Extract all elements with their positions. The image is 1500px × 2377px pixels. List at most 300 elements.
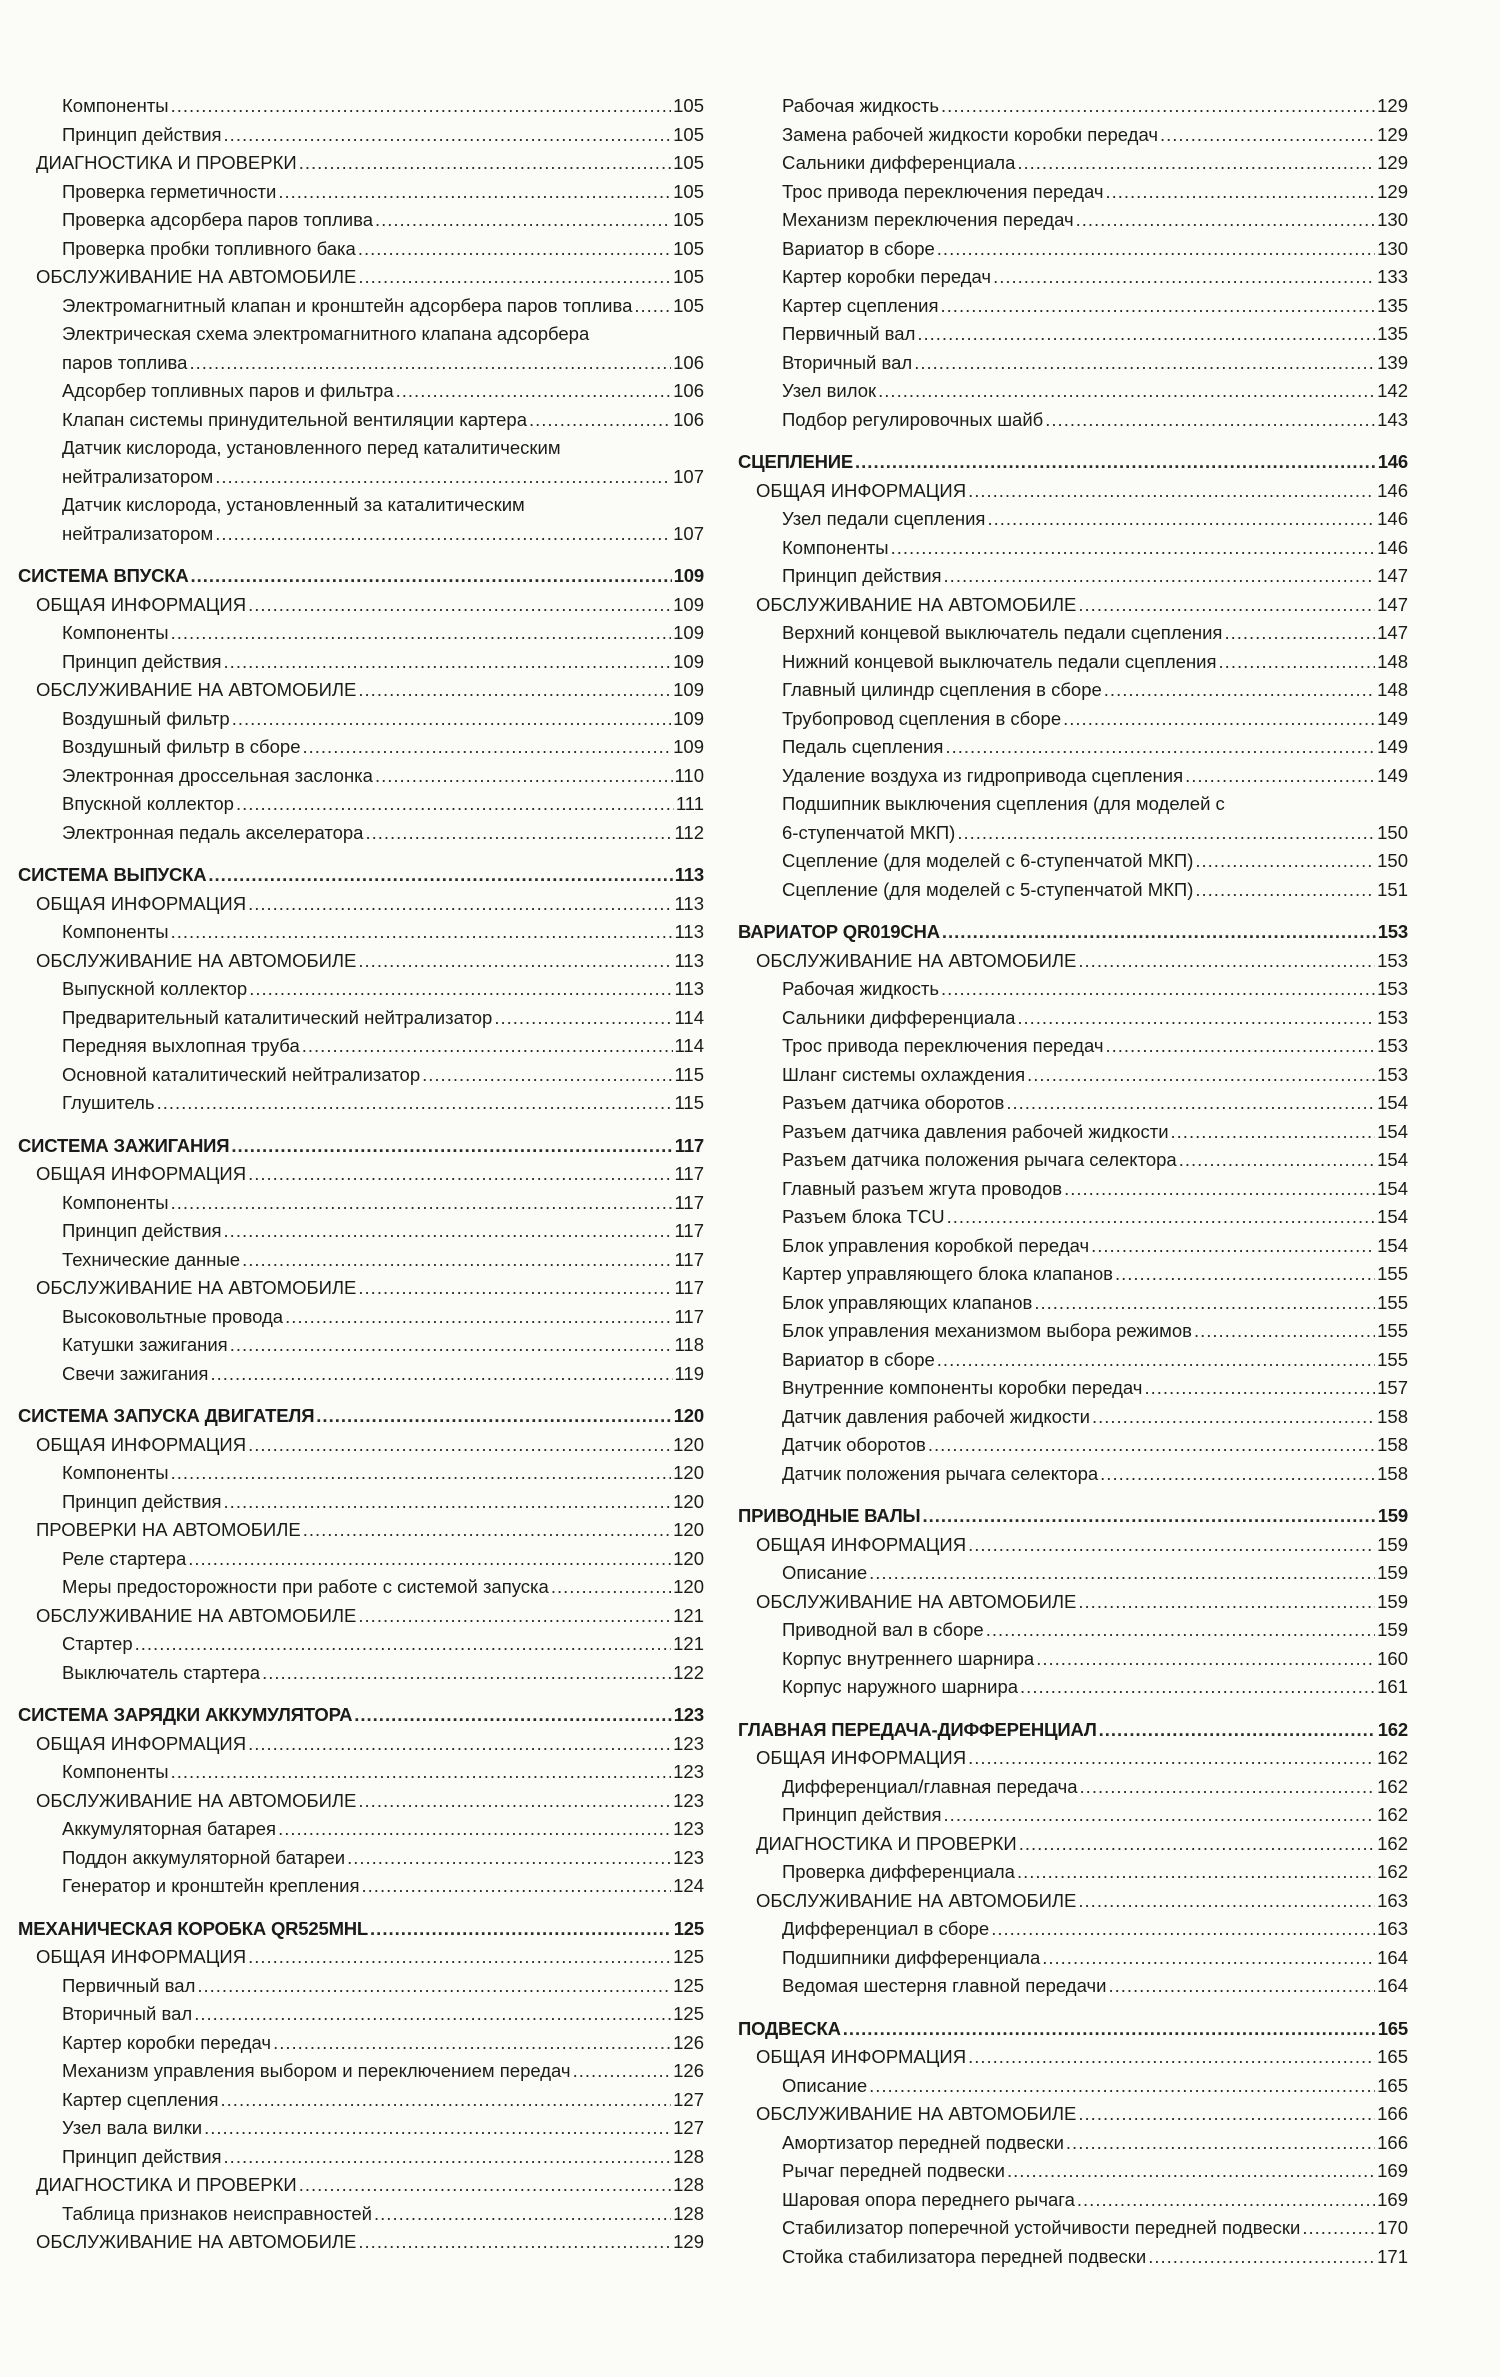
toc-entry-text: Подбор регулировочных шайб (782, 408, 1044, 430)
toc-entry (738, 1118, 1408, 1147)
toc-entry (738, 2243, 1408, 2272)
toc-entry (18, 406, 704, 435)
dot-leader (375, 206, 671, 235)
toc-page-number: 135 (1377, 323, 1408, 344)
dot-leader (1045, 406, 1375, 435)
dot-leader (957, 819, 1375, 848)
toc-entry (18, 1545, 704, 1574)
toc-page-number: 133 (1377, 266, 1408, 287)
toc-entry-text: Проверка пробки топливного бака (62, 237, 356, 259)
toc-subsection (738, 591, 1408, 620)
dot-leader (942, 918, 1376, 947)
toc-entry-text: Вторичный вал (782, 351, 913, 373)
toc-entry-text: Картер коробки передач (782, 266, 992, 287)
toc-page-number: 159 (1377, 1619, 1408, 1640)
toc-page-number: 106 (673, 351, 704, 373)
toc-entry-text: Адсорбер топливных паров и фильтра (62, 380, 394, 401)
toc-entry (18, 2057, 704, 2086)
toc-page-number: 120 (673, 1405, 704, 1426)
toc-entry (18, 1004, 704, 1033)
toc-entry (18, 1331, 704, 1360)
toc-page-number: 129 (673, 2231, 704, 2252)
dot-leader (215, 520, 671, 549)
toc-page-number: 149 (1377, 736, 1408, 757)
dot-leader (1185, 762, 1375, 791)
dot-leader (968, 1531, 1375, 1560)
toc-subsection (18, 890, 704, 919)
toc-page-number: 126 (673, 2031, 704, 2053)
dot-leader (316, 1402, 671, 1431)
toc-subsection (18, 2228, 704, 2257)
toc-subsection (738, 1830, 1408, 1859)
toc-entry (18, 1360, 704, 1389)
toc-entry-text: Датчик кислорода, установленного перед каталитическим (62, 437, 561, 458)
toc-page-number: 115 (674, 1092, 704, 1113)
toc-entry-text: Трубопровод сцепления в сборе (782, 707, 1062, 729)
toc-entry-text: Проверка адсорбера паров топлива (62, 209, 373, 230)
toc-entry-text: ОБСЛУЖИВАНИЕ НА АВТОМОБИЛЕ (756, 949, 1077, 971)
toc-entry-text: ДИАГНОСТИКА И ПРОВЕРКИ (36, 152, 297, 173)
toc-page-number: 155 (1377, 1263, 1408, 1284)
dot-leader (1078, 1588, 1375, 1617)
dot-leader (968, 477, 1375, 506)
toc-entry (18, 1061, 704, 1090)
toc-page-number: 112 (674, 821, 704, 843)
toc-page-number: 129 (1377, 95, 1408, 116)
toc-column-left (18, 92, 704, 2257)
toc-entry (738, 1175, 1408, 1204)
dot-leader (242, 1246, 672, 1275)
toc-entry-text: Генератор и кронштейн крепления (62, 1875, 360, 1896)
toc-subsection (18, 1431, 704, 1460)
toc-entry-text: Компоненты (62, 921, 169, 942)
dot-leader (1219, 648, 1376, 677)
toc-page-number: 125 (673, 1917, 704, 1939)
toc-entry (18, 918, 704, 947)
toc-entry-text: ОБСЛУЖИВАНИЕ НА АВТОМОБИЛЕ (756, 1889, 1077, 1911)
dot-leader (855, 448, 1376, 477)
toc-page-number: 151 (1377, 878, 1408, 900)
dot-leader (1027, 1061, 1375, 1090)
dot-leader (358, 263, 671, 292)
toc-entry-text: Амортизатор передней подвески (782, 2131, 1064, 2153)
toc-entry (738, 648, 1408, 677)
dot-leader (375, 762, 673, 791)
dot-leader (1195, 876, 1375, 905)
toc-entry (18, 648, 704, 677)
toc-page-number: 123 (673, 1846, 704, 1868)
toc-page-number: 154 (1377, 1092, 1408, 1113)
toc-entry (18, 235, 704, 264)
toc-entry-text: Датчик давления рабочей жидкости (782, 1405, 1090, 1427)
toc-entry-text: Компоненты (62, 1462, 169, 1483)
toc-page-number: 154 (1377, 1149, 1408, 1170)
dot-leader (1063, 705, 1375, 734)
dot-leader (1080, 1773, 1376, 1802)
toc-page-number: 105 (673, 180, 704, 202)
toc-entry-text: СЦЕПЛЕНИЕ (738, 451, 854, 472)
toc-entry (738, 1374, 1408, 1403)
toc-page-number: 107 (673, 465, 704, 487)
toc-entry-text: Корпус внутреннего шарнира (782, 1647, 1035, 1669)
dot-leader (262, 1659, 671, 1688)
dot-leader (1115, 1260, 1375, 1289)
dot-leader (354, 1701, 671, 1730)
toc-entry-text: ДИАГНОСТИКА И ПРОВЕРКИ (756, 1832, 1017, 1854)
toc-subsection (18, 1730, 704, 1759)
toc-page-number: 113 (674, 892, 704, 914)
toc-page-number: 125 (673, 2003, 704, 2024)
toc-entry-text: Подшипники дифференциала (782, 1946, 1041, 1968)
toc-entry (18, 1303, 704, 1332)
dot-leader (171, 92, 672, 121)
toc-entry-text: Картер управляющего блока клапанов (782, 1263, 1113, 1284)
toc-page-number: 147 (1377, 622, 1408, 643)
toc-subsection (738, 1531, 1408, 1560)
toc-entry-text: Дифференциал/главная передача (782, 1775, 1078, 1797)
toc-page-number: 105 (673, 123, 704, 145)
dot-leader (993, 263, 1375, 292)
toc-entry-text: Проверка дифференциала (782, 1861, 1015, 1882)
toc-entry (18, 705, 704, 734)
toc-entry-text: Главный цилиндр сцепления в сборе (782, 679, 1102, 700)
dot-leader (1066, 2129, 1375, 2158)
dot-leader (1092, 1403, 1375, 1432)
toc-page-number: 114 (674, 1006, 704, 1028)
dot-leader (941, 975, 1375, 1004)
toc-subsection (18, 263, 704, 292)
toc-page-number: 162 (1377, 1832, 1408, 1854)
dot-leader (208, 861, 672, 890)
toc-subsection (18, 1787, 704, 1816)
dot-leader (1077, 2186, 1375, 2215)
toc-section-heading (18, 861, 704, 890)
toc-entry-text: Аккумуляторная батарея (62, 1818, 277, 1839)
toc-page-number: 170 (1377, 2217, 1408, 2238)
toc-entry-text: Электрическая схема электромагнитного клапана адсорбера (62, 323, 590, 344)
toc-page-number: 109 (673, 565, 704, 586)
toc-subsection (18, 1516, 704, 1545)
dot-leader (1105, 1032, 1375, 1061)
dot-leader (278, 1815, 671, 1844)
toc-entry (18, 790, 704, 819)
toc-entry (738, 2214, 1408, 2243)
toc-entry (738, 2157, 1408, 2186)
toc-entry-text: ОБЩАЯ ИНФОРМАЦИЯ (36, 1732, 247, 1754)
toc-entry-text: ОБСЛУЖИВАНИЕ НА АВТОМОБИЛЕ (36, 949, 357, 971)
toc-entry-text: Меры предосторожности при работе с системой запуска (62, 1576, 549, 1597)
toc-entry (18, 1089, 704, 1118)
toc-page-number: 154 (1377, 1120, 1408, 1142)
toc-entry-text: Рычаг передней подвески (782, 2160, 1005, 2181)
dot-leader (236, 790, 674, 819)
dot-leader (878, 377, 1375, 406)
toc-entry (738, 1616, 1408, 1645)
toc-page-number: 165 (1377, 2046, 1408, 2067)
dot-leader (634, 292, 671, 321)
dot-leader (843, 2015, 1376, 2044)
toc-entry (18, 1630, 704, 1659)
toc-entry (738, 349, 1408, 378)
toc-entry (738, 1645, 1408, 1674)
toc-page-number: 128 (673, 2145, 704, 2167)
toc-page-number: 157 (1377, 1377, 1408, 1398)
toc-page-number: 124 (673, 1875, 704, 1896)
toc-entry (18, 2000, 704, 2029)
toc-page-number: 123 (673, 1761, 704, 1782)
toc-page-number: 109 (673, 622, 704, 643)
toc-entry-text: Компоненты (62, 1191, 169, 1213)
toc-entry (18, 2143, 704, 2172)
toc-entry-text: Сальники дифференциала (782, 152, 1016, 173)
toc-page-number: 146 (1377, 508, 1408, 529)
toc-entry (738, 1004, 1408, 1033)
dot-leader (869, 2072, 1375, 2101)
toc-entry-text: ОБСЛУЖИВАНИЕ НА АВТОМОБИЛЕ (756, 2103, 1077, 2124)
toc-entry-text: ПРОВЕРКИ НА АВТОМОБИЛЕ (36, 1519, 301, 1540)
toc-entry (738, 1944, 1408, 1973)
toc-entry-text: ОБЩАЯ ИНФОРМАЦИЯ (36, 593, 247, 615)
dot-leader (231, 1132, 672, 1161)
dot-leader (1195, 847, 1375, 876)
toc-page-number: 105 (673, 294, 704, 316)
toc-entry (738, 1089, 1408, 1118)
toc-entry (18, 320, 704, 349)
toc-entry-text: Трос привода переключения передач (782, 1035, 1104, 1056)
dot-leader (303, 1516, 671, 1545)
toc-entry (18, 377, 704, 406)
toc-entry-text: Компоненты (62, 95, 169, 116)
toc-page-number: 120 (673, 1433, 704, 1455)
dot-leader (190, 562, 671, 591)
toc-entry-text: Воздушный фильтр в сборе (62, 736, 301, 757)
dot-leader (273, 2029, 671, 2058)
dot-leader (947, 1203, 1376, 1232)
dot-leader (362, 1872, 672, 1901)
toc-page-number: 162 (1377, 1775, 1408, 1797)
toc-entry-text: Принцип действия (62, 1490, 222, 1512)
toc-entry (738, 92, 1408, 121)
toc-entry-text: Главный разъем жгута проводов (782, 1177, 1063, 1199)
toc-entry-text: Педаль сцепления (782, 736, 944, 757)
toc-entry (738, 534, 1408, 563)
toc-entry (18, 2200, 704, 2229)
toc-entry-text: Катушки зажигания (62, 1334, 228, 1355)
toc-entry-text: Принцип действия (782, 565, 942, 586)
toc-subsection (738, 1887, 1408, 1916)
toc-page-number: 159 (1377, 1505, 1408, 1526)
toc-page-number: 153 (1377, 1063, 1408, 1085)
toc-entry-text: ПРИВОДНЫЕ ВАЛЫ (738, 1505, 921, 1526)
toc-entry-text: СИСТЕМА ЗАРЯДКИ АККУМУЛЯТОРА (18, 1704, 353, 1725)
toc-entry (738, 1232, 1408, 1261)
toc-entry-text: Воздушный фильтр (62, 707, 230, 729)
toc-entry (18, 121, 704, 150)
toc-entry-text: Компоненты (62, 1761, 169, 1782)
dot-leader (928, 1431, 1375, 1460)
dot-leader (422, 1061, 672, 1090)
toc-page-number: 165 (1377, 2017, 1408, 2039)
toc-entry (738, 149, 1408, 178)
dot-leader (1078, 1887, 1375, 1916)
toc-entry-text: ОБСЛУЖИВАНИЕ НА АВТОМОБИЛЕ (756, 593, 1077, 615)
dot-leader (1064, 1175, 1375, 1204)
dot-leader (285, 1303, 672, 1332)
toc-page-number: 129 (1377, 180, 1408, 202)
toc-entry-text: ОБЩАЯ ИНФОРМАЦИЯ (36, 892, 247, 914)
toc-entry-text: Предварительный каталитический нейтрализатор (62, 1006, 493, 1028)
toc-section-heading (18, 1701, 704, 1730)
toc-entry (738, 819, 1408, 848)
toc-page-number: 117 (674, 1134, 704, 1156)
toc-entry (738, 1801, 1408, 1830)
dot-leader (365, 819, 672, 848)
toc-entry-text: Электронная дроссельная заслонка (62, 764, 373, 786)
dot-leader (1017, 1858, 1375, 1887)
toc-entry-text: Передняя выхлопная труба (62, 1035, 300, 1056)
dot-leader (248, 1160, 672, 1189)
toc-entry (738, 676, 1408, 705)
dot-leader (157, 1089, 673, 1118)
dot-leader (1105, 178, 1375, 207)
toc-page-number: 139 (1377, 351, 1408, 373)
dot-leader (171, 1459, 672, 1488)
dot-leader (1100, 1460, 1375, 1489)
toc-page-number: 146 (1377, 536, 1408, 558)
toc-entry (18, 1815, 704, 1844)
dot-leader (358, 1274, 672, 1303)
toc-subsection (18, 1274, 704, 1303)
toc-entry (738, 320, 1408, 349)
toc-entry-text: ОБСЛУЖИВАНИЕ НА АВТОМОБИЛЕ (36, 679, 357, 700)
toc-page-number: 121 (673, 1604, 704, 1626)
toc-entry-text: Картер сцепления (782, 294, 939, 316)
toc-entry-text: Механизм управления выбором и переключением передач (62, 2060, 571, 2081)
toc-entry-text: Высоковольтные провода (62, 1305, 284, 1327)
toc-entry (738, 1559, 1408, 1588)
toc-page-number: 105 (673, 95, 704, 116)
dot-leader (197, 1972, 671, 2001)
toc-page-number: 162 (1377, 1747, 1408, 1768)
toc-entry-text: Датчик оборотов (782, 1434, 926, 1455)
toc-entry (738, 292, 1408, 321)
toc-entry-text: Рабочая жидкость (782, 978, 940, 999)
dot-leader (171, 619, 672, 648)
toc-page-number: 109 (673, 736, 704, 757)
toc-page-number: 155 (1377, 1348, 1408, 1370)
toc-entry-text: Принцип действия (782, 1804, 942, 1825)
dot-leader (937, 235, 1375, 264)
dot-leader (358, 1787, 671, 1816)
toc-entry-text: Датчик положения рычага селектора (782, 1462, 1099, 1484)
toc-page-number: 164 (1377, 1975, 1408, 1996)
dot-leader (248, 591, 671, 620)
toc-page-number: 164 (1377, 1946, 1408, 1968)
dot-leader (370, 1915, 672, 1944)
dot-leader (968, 1744, 1375, 1773)
toc-entry-text: Трос привода переключения передач (782, 180, 1104, 202)
dot-leader (944, 1801, 1376, 1830)
toc-entry (18, 762, 704, 791)
dot-leader (922, 1502, 1375, 1531)
dot-leader (374, 2200, 671, 2229)
dot-leader (1171, 1118, 1376, 1147)
toc-page-number: 158 (1377, 1462, 1408, 1484)
toc-entry-text: Электромагнитный клапан и кронштейн адсорбера паров топлива (62, 294, 633, 316)
dot-leader (529, 406, 671, 435)
toc-entry-text: Компоненты (62, 622, 169, 643)
dot-leader (171, 1758, 672, 1787)
toc-entry-text: Разъем датчика оборотов (782, 1092, 1005, 1113)
toc-entry-text: Дифференциал в сборе (782, 1918, 990, 1939)
toc-entry-text: Сцепление (для моделей с 5-ступенчатой МКП) (782, 878, 1194, 900)
dot-leader (215, 463, 671, 492)
toc-page-number: 120 (673, 1462, 704, 1483)
toc-subsection (18, 591, 704, 620)
toc-entry-text: Разъем датчика положения рычага селектора (782, 1149, 1177, 1170)
toc-page-number: 113 (674, 978, 704, 999)
toc-entry-text: Таблица признаков неисправностей (62, 2202, 373, 2224)
toc-entry (738, 1032, 1408, 1061)
toc-page-number: 109 (673, 679, 704, 700)
toc-section-heading (18, 1132, 704, 1161)
toc-page-number: 158 (1377, 1434, 1408, 1455)
toc-entry-text: Описание (782, 2074, 868, 2096)
toc-entry (18, 1488, 704, 1517)
toc-entry (738, 1972, 1408, 2001)
toc-entry-text: Внутренние компоненты коробки передач (782, 1377, 1143, 1398)
toc-entry-text: Узел вала вилки (62, 2117, 203, 2138)
toc-page-number: 109 (673, 707, 704, 729)
toc-entry (18, 975, 704, 1004)
dot-leader (1017, 1004, 1375, 1033)
dot-leader (1099, 1716, 1376, 1745)
toc-entry (738, 2072, 1408, 2101)
dot-leader (1104, 676, 1375, 705)
toc-subsection (18, 1160, 704, 1189)
toc-entry-text: Шаровая опора переднего рычага (782, 2188, 1075, 2210)
dot-leader (396, 377, 671, 406)
toc-page-number: 127 (673, 2088, 704, 2110)
toc-page-number: 117 (674, 1220, 704, 1241)
toc-entry-text: МЕХАНИЧЕСКАЯ КОРОБКА QR525MHL (18, 1917, 369, 1939)
toc-entry (18, 2086, 704, 2115)
toc-entry (738, 2129, 1408, 2158)
toc-entry (738, 263, 1408, 292)
toc-entry-text: ГЛАВНАЯ ПЕРЕДАЧА-ДИФФЕРЕНЦИАЛ (738, 1718, 1097, 1740)
toc-entry (18, 206, 704, 235)
toc-entry-text: ОБЩАЯ ИНФОРМАЦИЯ (756, 479, 967, 501)
toc-entry (18, 733, 704, 762)
toc-entry-text: ОБСЛУЖИВАНИЕ НА АВТОМОБИЛЕ (36, 266, 357, 287)
dot-leader (303, 733, 672, 762)
toc-subsection (18, 2171, 704, 2200)
toc-entry (738, 1673, 1408, 1702)
dot-leader (302, 1032, 673, 1061)
toc-entry-text: ОБСЛУЖИВАНИЕ НА АВТОМОБИЛЕ (36, 1604, 357, 1626)
toc-page-number: 126 (673, 2060, 704, 2081)
toc-subsection (738, 1744, 1408, 1773)
toc-page-number: 123 (673, 1732, 704, 1754)
toc-entry-text: 6-ступенчатой МКП) (782, 821, 956, 843)
toc-entry-text: Корпус наружного шарнира (782, 1676, 1019, 1697)
toc-entry-text: Принцип действия (62, 2145, 222, 2167)
toc-entry-text: СИСТЕМА ЗАПУСКА ДВИГАТЕЛЯ (18, 1405, 315, 1426)
dot-leader (1006, 1089, 1375, 1118)
dot-leader (941, 292, 1376, 321)
dot-leader (573, 2057, 672, 2086)
toc-entry-text: Разъем датчика давления рабочей жидкости (782, 1120, 1169, 1142)
